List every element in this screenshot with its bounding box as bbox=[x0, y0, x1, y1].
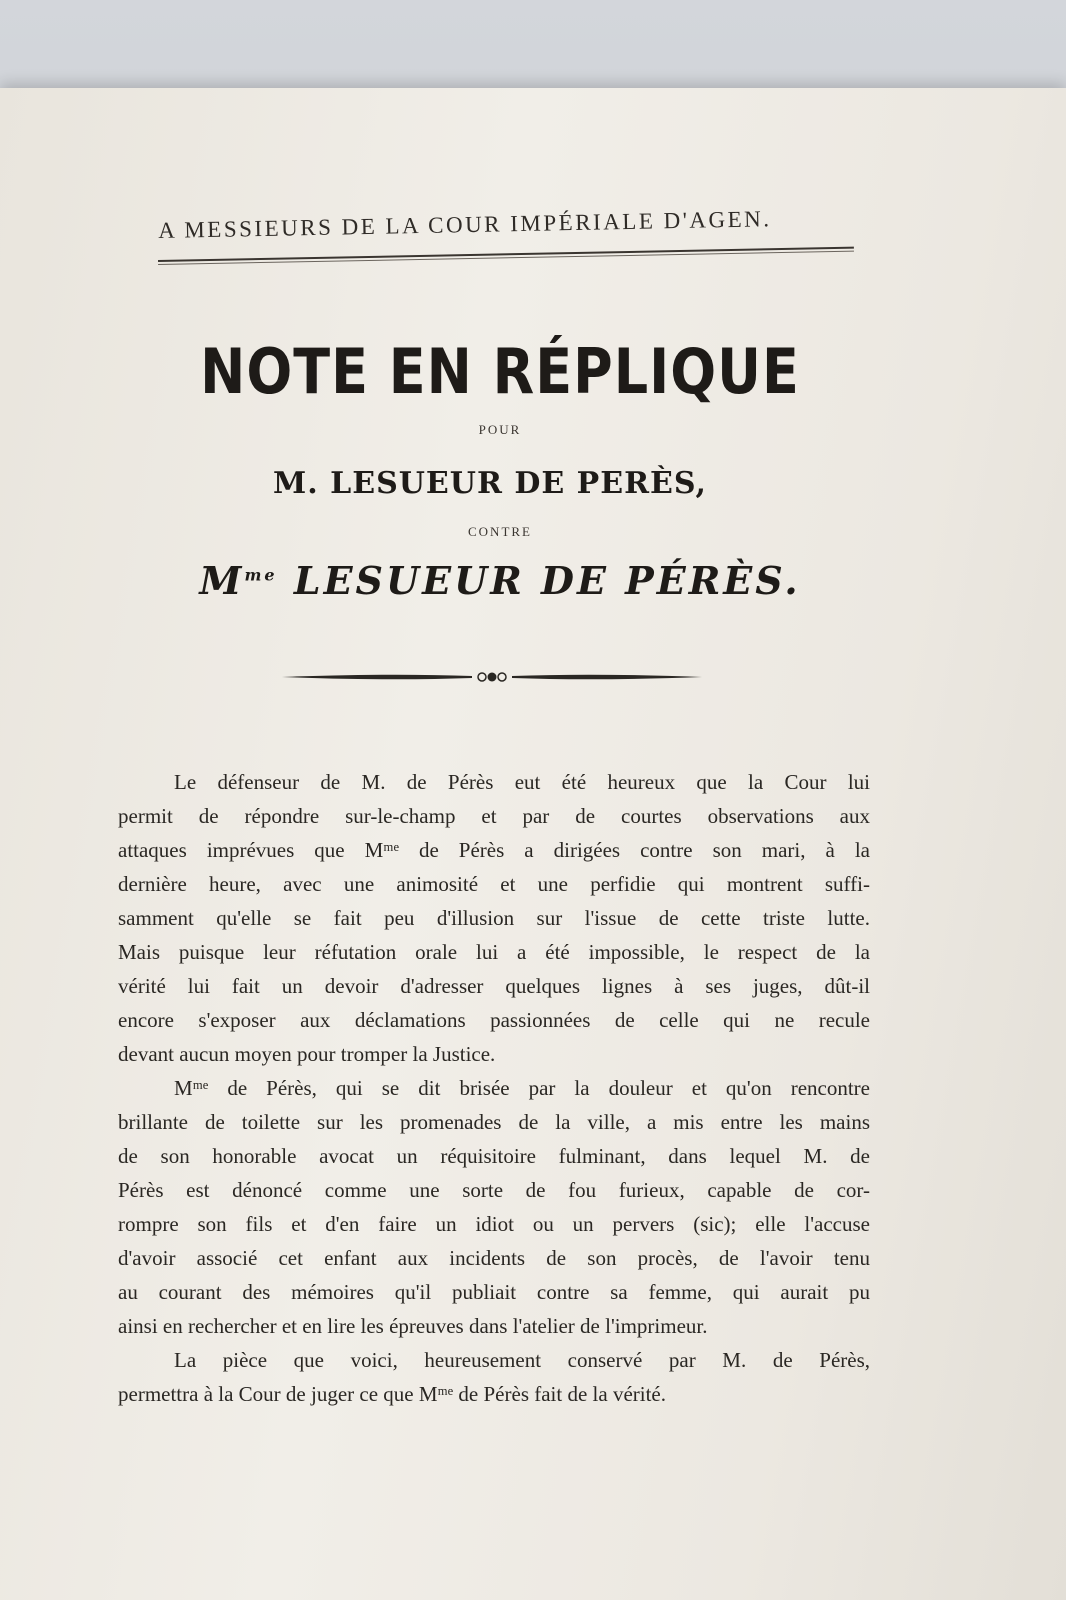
text-line: permettra à la Cour de juger ce que Mᵐᵉ de Pérès fait de la vérité. bbox=[118, 1382, 666, 1406]
body-text bbox=[118, 765, 870, 1411]
party-defendant-sup: me bbox=[244, 565, 278, 585]
text-line: devant aucun moyen pour tromper la Justice. bbox=[118, 1042, 496, 1066]
document-page bbox=[0, 88, 1066, 1600]
text-line: au courant des mémoires qu'il publiait contre sa femme, qui aurait pu bbox=[118, 1280, 870, 1304]
text-line: encore s'exposer aux déclamations passionnées de celle qui ne recule bbox=[118, 1008, 870, 1032]
pour-label: POUR bbox=[478, 422, 522, 437]
page-header: A MESSIEURS DE LA COUR IMPÉRIALE D'AGEN. bbox=[158, 206, 772, 243]
party-defendant bbox=[0, 558, 1000, 603]
party-defendant-prefix: M bbox=[199, 558, 245, 603]
party-defendant-name: LESUEUR DE PÉRÈS. bbox=[293, 558, 801, 603]
contre-label: CONTRE bbox=[468, 524, 532, 539]
text-line: rompre son fils et d'en faire un idiot ou un pervers (sic); elle l'accuse bbox=[118, 1212, 870, 1236]
document-title: NOTE EN RÉPLIQUE bbox=[200, 335, 800, 408]
text-line: ainsi en rechercher et en lire les épreuves dans l'atelier de l'imprimeur. bbox=[118, 1314, 708, 1338]
party-plaintiff: M. LESUEUR DE PERÈS, bbox=[273, 466, 707, 501]
text-line: Pérès est dénoncé comme une sorte de fou furieux, capable de cor- bbox=[118, 1178, 870, 1202]
text-line: vérité lui fait un devoir d'adresser quelques lignes à ses juges, dût-il bbox=[118, 974, 870, 998]
paragraph-2 bbox=[118, 1071, 870, 1343]
text-line: La pièce que voici, heureusement conservé par M. de Pérès, bbox=[174, 1348, 870, 1372]
text-line: d'avoir associé cet enfant aux incidents de son procès, de l'avoir tenu bbox=[118, 1246, 870, 1270]
text-line: Le défenseur de M. de Pérès eut été heureux que la Cour lui bbox=[174, 770, 870, 794]
text-line: Mᵐᵉ de Pérès, qui se dit brisée par la douleur et qu'on rencontre bbox=[174, 1076, 870, 1100]
text-line: dernière heure, avec une animosité et une perfidie qui montrent suffi- bbox=[118, 872, 870, 896]
text-line: samment qu'elle se fait peu d'illusion sur l'issue de cette triste lutte. bbox=[118, 906, 870, 930]
text-line: permit de répondre sur-le-champ et par de courtes observations aux bbox=[118, 804, 870, 828]
text-line: brillante de toilette sur les promenades de la ville, a mis entre les mains bbox=[118, 1110, 870, 1134]
text-line: de son honorable avocat un réquisitoire fulminant, dans lequel M. de bbox=[118, 1144, 870, 1168]
paragraph-3 bbox=[118, 1343, 870, 1411]
ornament-divider bbox=[282, 670, 702, 684]
header-rule bbox=[158, 247, 854, 265]
paragraph-1 bbox=[118, 765, 870, 1071]
text-line: attaques imprévues que Mᵐᵉ de Pérès a dirigées contre son mari, à la bbox=[118, 838, 870, 862]
text-line: Mais puisque leur réfutation orale lui a été impossible, le respect de la bbox=[118, 940, 870, 964]
